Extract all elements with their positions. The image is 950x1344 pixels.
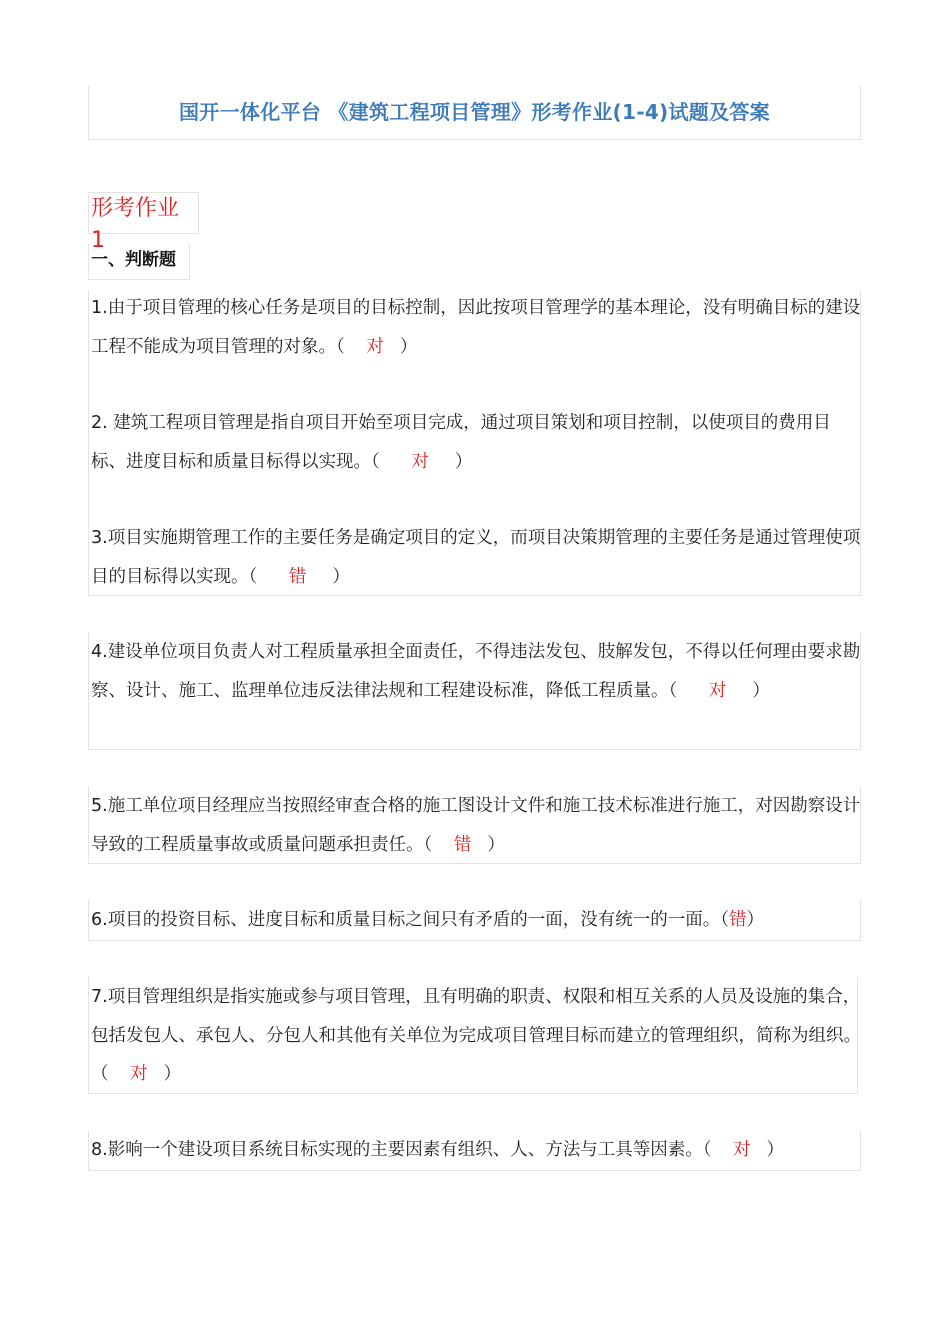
answer-6: 错	[728, 910, 747, 930]
answer-7: 对	[130, 1064, 148, 1084]
title-box	[88, 86, 861, 140]
answer-3: 错	[288, 566, 307, 587]
question-7: 7.项目管理组织是指实施或参与项目管理，且有明确的职责、权限和相互关系的人员及设施的集合，包括发包人、承包人、分包人和其他有关单位为完成项目管理目标而建立的管理组织，简称为组织。（ 对 ）	[91, 978, 861, 1094]
subsection-heading: 一、判断题	[88, 244, 190, 280]
question-4: 4.建设单位项目负责人对工程质量承担全面责任，不得违法发包、肢解发包，不得以任何理由要求勘察、设计、施工、监理单位违反法律法规和工程建设标准，降低工程质量。（ 对 ）	[91, 633, 861, 710]
answer-2: 对	[411, 451, 429, 472]
question-1: 1.由于项目管理的核心任务是项目的目标控制，因此按项目管理学的基本理论，没有明确目标的建设工程不能成为项目管理的对象。（ 对 ）	[91, 289, 861, 366]
answer-1: 对	[366, 336, 384, 357]
answer-5: 错	[453, 834, 472, 855]
section-heading: 形考作业 1	[88, 192, 199, 234]
question-6: 6.项目的投资目标、进度目标和质量目标之间只有矛盾的一面，没有统一的一面。（错）	[91, 901, 861, 940]
question-3: 3.项目实施期管理工作的主要任务是确定项目的定义，而项目决策期管理的主要任务是通过管理使项目的目标得以实现。（ 错 ）	[91, 519, 861, 596]
answer-8: 对	[733, 1140, 751, 1160]
question-2: 2. 建筑工程项目管理是指自项目开始至项目完成，通过项目策划和项目控制，以使项目的费用目标、进度目标和质量目标得以实现。（ 对 ）	[91, 404, 861, 481]
answer-4: 对	[708, 680, 727, 701]
document-title: 国开一体化平台 《建筑工程项目管理》形考作业(1-4)试题及答案	[179, 100, 770, 124]
question-5: 5.施工单位项目经理应当按照经审查合格的施工图设计文件和施工技术标准进行施工，对因勘察设计导致的工程质量事故或质量问题承担责任。（ 错 ）	[91, 787, 861, 864]
question-8: 8.影响一个建设项目系统目标实现的主要因素有组织、人、方法与工具等因素。（ 对 ）	[91, 1131, 861, 1170]
